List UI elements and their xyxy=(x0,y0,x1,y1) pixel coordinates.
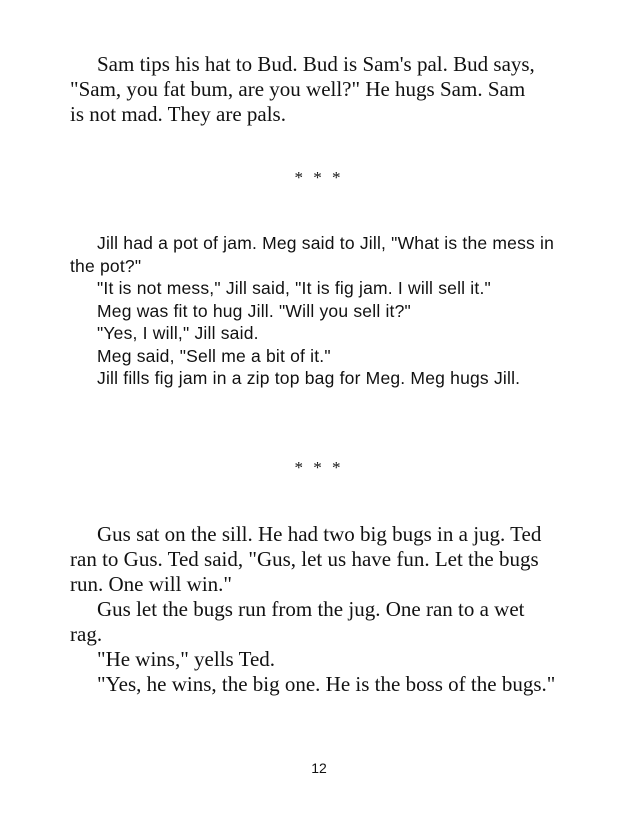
paragraph: Jill had a pot of jam. Meg said to Jill, "What is the mess in the pot?" xyxy=(70,233,555,276)
story-sam-and-bud xyxy=(70,52,560,127)
paragraph: Gus let the bugs run from the jug. One ran to a wet rag. xyxy=(70,597,525,646)
paragraph: "Yes, he wins, the big one. He is the boss of the bugs." xyxy=(97,672,556,696)
paragraph: Meg said, "Sell me a bit of it." xyxy=(97,345,331,366)
page-number: 12 xyxy=(311,760,327,776)
paragraph: Jill fills fig jam in a zip top bag for Meg. Meg hugs Jill. xyxy=(97,368,521,388)
story-jill-and-meg xyxy=(70,232,560,390)
section-separator: * * * xyxy=(294,458,344,477)
paragraph: Meg was fit to hug Jill. "Will you sell it?" xyxy=(97,300,411,321)
paragraph: "He wins," yells Ted. xyxy=(97,647,276,671)
story-gus-and-ted xyxy=(70,522,560,697)
paragraph: "Yes, I will," Jill said. xyxy=(97,323,259,343)
paragraph: "It is not mess," Jill said, "It is fig jam. I will sell it." xyxy=(97,278,491,298)
paragraph: Gus sat on the sill. He had two big bugs in a jug. Ted ran to Gus. Ted said, "Gus, let us have fun. Let the bugs run. One will win." xyxy=(70,522,542,596)
section-separator: * * * xyxy=(294,168,344,187)
paragraph: Sam tips his hat to Bud. Bud is Sam's pal. Bud says, "Sam, you fat bum, are you well?" He hugs Sam. Sam is not mad. They are pals. xyxy=(70,52,535,126)
